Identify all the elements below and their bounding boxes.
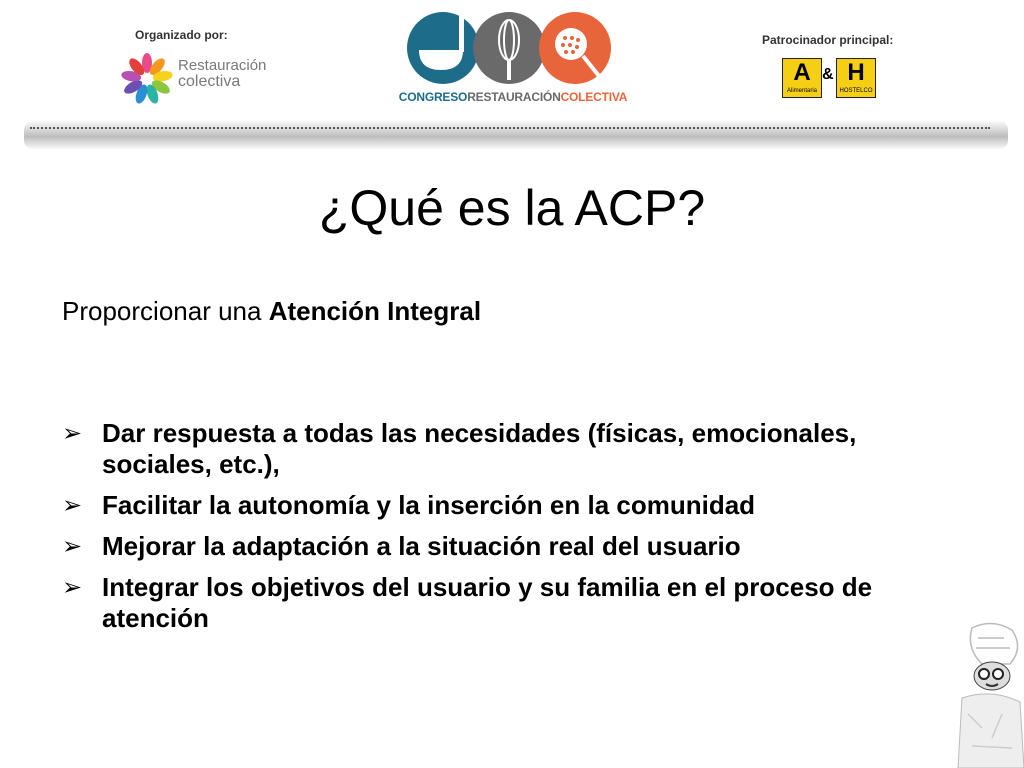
congress-name-part3: COLECTIVA	[560, 90, 628, 104]
hostelco-logo	[836, 58, 876, 98]
chef-illustration-icon	[932, 618, 1024, 768]
whisk-icon	[473, 12, 545, 84]
bullet-text: Integrar los objetivos del usuario y su familia en el proceso de atención	[102, 572, 873, 633]
organized-by-label: Organizado por:	[135, 28, 228, 42]
slide-subtitle	[62, 294, 481, 328]
list-item	[62, 490, 972, 521]
congress-name-part2: RESTAURACIÓN	[467, 90, 561, 104]
organizer-logo-line1: Restauración	[178, 57, 267, 74]
colorful-flower-logo-icon	[118, 50, 176, 108]
alimentaria-logo	[782, 58, 822, 98]
congress-name-part1: CONGRESO	[398, 90, 468, 104]
congress-logo	[405, 10, 613, 88]
alimentaria-caption: Alimentaria	[786, 88, 817, 94]
ladle-icon	[407, 12, 479, 84]
subtitle-bold: Atención Integral	[268, 296, 482, 326]
arrow-bullet-icon: ➢	[62, 574, 83, 601]
hostelco-letter: H	[847, 59, 865, 86]
congress-name	[393, 90, 633, 104]
hostelco-caption: HOSTELCO	[839, 88, 873, 94]
list-item	[62, 418, 972, 480]
header-divider	[24, 120, 1008, 150]
bullet-text: Dar respuesta a todas las necesidades (físicas, emocionales, sociales, etc.),	[102, 418, 857, 479]
bullet-list	[62, 418, 972, 644]
arrow-bullet-icon: ➢	[62, 492, 83, 519]
bullet-text: Mejorar la adaptación a la situación real del usuario	[102, 531, 741, 561]
list-item	[62, 531, 972, 562]
organizer-logo-text	[178, 58, 266, 90]
arrow-bullet-icon: ➢	[62, 533, 83, 560]
subtitle-prefix: Proporcionar una	[62, 296, 269, 326]
arrow-bullet-icon: ➢	[62, 420, 83, 447]
sponsor-ampersand: &	[822, 66, 834, 83]
list-item	[62, 572, 972, 634]
skimmer-icon	[539, 12, 611, 84]
bullet-text: Facilitar la autonomía y la inserción en la comunidad	[102, 490, 756, 520]
sponsor-label: Patrocinador principal:	[762, 33, 894, 47]
organizer-logo-line2: colectiva	[178, 73, 241, 90]
slide-title: ¿Qué es la ACP?	[318, 180, 706, 236]
header-divider-dots	[30, 127, 990, 129]
alimentaria-letter: A	[793, 59, 811, 86]
